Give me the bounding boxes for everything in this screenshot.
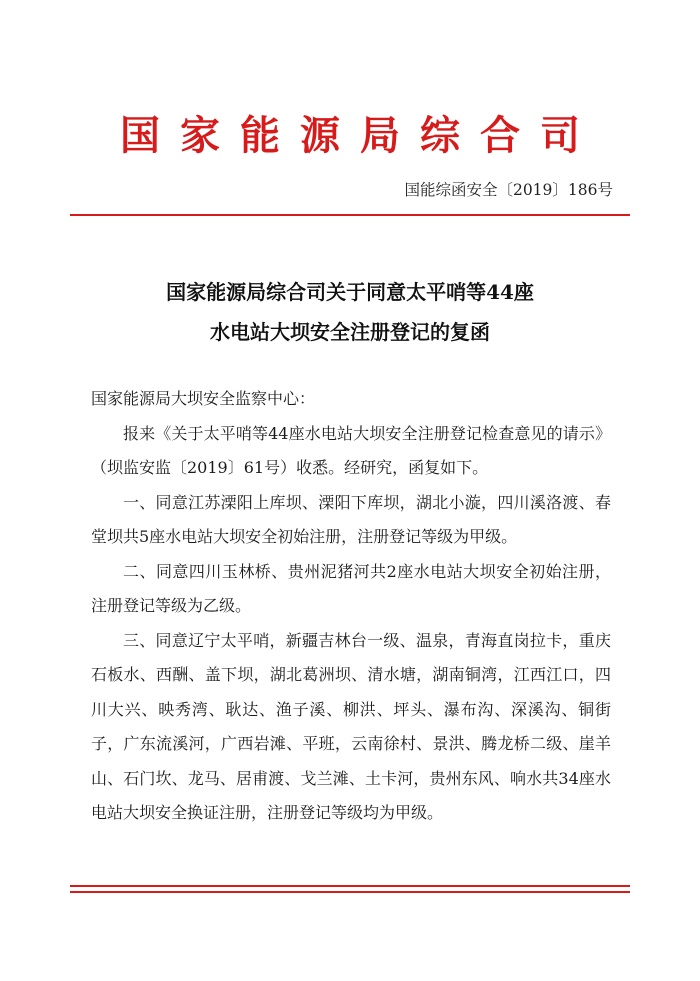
paragraph-request: 报来《关于太平哨等44座水电站大坝安全注册登记检查意见的请示》（坝监安监〔2019〕61号）收悉。经研究，函复如下。	[91, 423, 611, 477]
footer-divider-thick	[70, 885, 630, 887]
paragraph-item-2: 二、同意四川玉林桥、贵州泥猪河共2座水电站大坝安全初始注册，注册登记等级为乙级。	[91, 561, 611, 615]
salutation: 国家能源局大坝安全监察中心：	[91, 389, 316, 408]
paragraph-item-3: 三、同意辽宁太平哨，新疆吉林台一级、温泉，青海直岗拉卡，重庆石板水、西酬、盖下坝，湖北葛洲坝、清水塘，湖南铜湾，江西江口，四川大兴、映秀湾、耿达、渔子溪、柳洪、坪头、瀑布沟、深溪沟、铜街子，广东流溪河，广西岩滩、平班，云南徐村、景洪、腾龙桥二级、崖羊山、石门坎、龙马、居甫渡、戈兰滩、土卡河，贵州东风、响水共34座水电站大坝安全换证注册，注册登记等级均为甲级。	[91, 630, 611, 822]
document-body	[91, 382, 611, 831]
paragraph-item-1: 一、同意江苏溧阳上库坝、溧阳下库坝，湖北小漩，四川溪洛渡、春堂坝共5座水电站大坝安全初始注册，注册登记等级为甲级。	[91, 492, 611, 546]
footer-divider-thin	[70, 891, 630, 893]
title-line-2: 水电站大坝安全注册登记的复函	[210, 320, 490, 344]
document-title	[0, 272, 700, 352]
title-line-1: 国家能源局综合司关于同意太平哨等44座	[166, 280, 534, 304]
org-masthead: 国家能源局综合司	[120, 112, 600, 159]
header-divider	[70, 214, 630, 216]
document-number: 国能综函安全〔2019〕186号	[404, 181, 613, 199]
